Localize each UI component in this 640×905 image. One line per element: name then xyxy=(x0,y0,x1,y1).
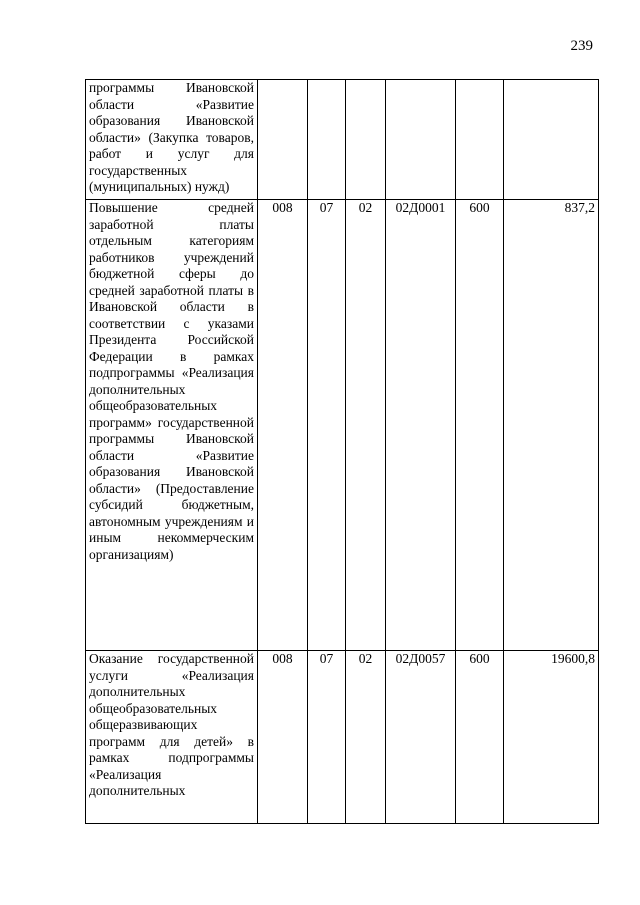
table-row xyxy=(86,80,599,200)
table-row xyxy=(86,200,599,651)
expense-type-code-cell: 600 xyxy=(456,200,504,651)
target-code-cell: 02Д0001 xyxy=(386,200,456,651)
section-code-cell xyxy=(308,80,346,200)
page-number: 239 xyxy=(570,38,593,54)
subsection-code-cell xyxy=(346,80,386,200)
ministry-code-cell xyxy=(258,80,308,200)
budget-table xyxy=(85,79,599,824)
target-code-cell: 02Д0057 xyxy=(386,651,456,824)
subsection-code-cell: 02 xyxy=(346,651,386,824)
ministry-code-cell: 008 xyxy=(258,200,308,651)
subsection-code-cell: 02 xyxy=(346,200,386,651)
amount-cell xyxy=(504,80,599,200)
expense-name-cell: Оказание государственной услуги «Реализация дополнительных общеобразовательных общеразвивающих программ для детей» в рамках подпрограммы «Реализация дополнительных xyxy=(86,651,258,824)
section-code-cell: 07 xyxy=(308,200,346,651)
expense-type-code-cell: 600 xyxy=(456,651,504,824)
expense-name-cell: Повышение средней заработной платы отдельным категориям работников учреждений бюджетной сферы до средней заработной платы в Ивановской области в соответствии с указами Президента Российской Федерации в рамках подпрограммы «Реализация дополнительных общеобразовательных программ» государственной программы Ивановской области «Развитие образования Ивановской области» (Предоставление субсидий бюджетным, автономным учреждениям и иным некоммерческим организациям) xyxy=(86,200,258,651)
ministry-code-cell: 008 xyxy=(258,651,308,824)
section-code-cell: 07 xyxy=(308,651,346,824)
table-row xyxy=(86,651,599,824)
expense-type-code-cell xyxy=(456,80,504,200)
amount-cell: 837,2 xyxy=(504,200,599,651)
expense-name-cell: программы Ивановской области «Развитие образования Ивановской области» (Закупка товаров, работ и услуг для государственных (муниципальных) нужд) xyxy=(86,80,258,200)
target-code-cell xyxy=(386,80,456,200)
amount-cell: 19600,8 xyxy=(504,651,599,824)
